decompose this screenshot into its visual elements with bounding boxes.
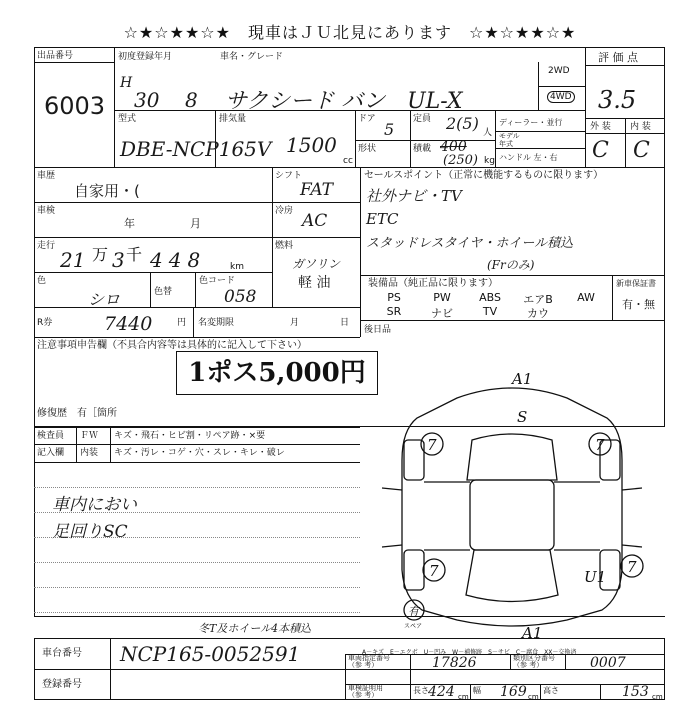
displacement-value: 1500 bbox=[286, 133, 337, 157]
mileage-man-unit: 万 bbox=[92, 245, 109, 264]
label-cm-1: cm bbox=[458, 693, 469, 701]
mileage-rest: 448 bbox=[150, 248, 207, 272]
label-first-registration: 初度登録年月 bbox=[118, 52, 173, 62]
equip-sr: SR bbox=[386, 305, 402, 318]
note-line-1: 車内におい bbox=[52, 495, 137, 515]
sales-point-2: ETC bbox=[366, 210, 399, 228]
mileage-thousand-unit: 千 bbox=[126, 245, 143, 264]
usage-value: 自家用・( bbox=[74, 182, 140, 200]
equip-airbag: エアB bbox=[523, 293, 553, 306]
warranty-options: 有・無 bbox=[622, 298, 655, 311]
label-exterior: 外 装 bbox=[590, 122, 611, 132]
label-person: 人 bbox=[483, 128, 493, 138]
label-kg: kg bbox=[484, 156, 495, 166]
label-2wd: 2WD bbox=[548, 66, 570, 76]
label-shape: 形状 bbox=[358, 144, 377, 154]
diag-rr: 7 bbox=[627, 558, 637, 576]
label-naiso: 内装 bbox=[80, 448, 99, 458]
fuel-gasoline: ガソリン bbox=[292, 257, 341, 271]
label-doors: ドア bbox=[358, 114, 376, 124]
diag-bottom: A1 bbox=[522, 624, 543, 640]
exterior-grade: C bbox=[592, 138, 609, 163]
label-cm-2: cm bbox=[528, 693, 539, 701]
fuel-diesel: 軽 油 bbox=[298, 275, 331, 291]
label-dealer: ディーラー・並行 bbox=[499, 118, 563, 127]
diag-top: A1 bbox=[512, 370, 533, 388]
lot-number: 6003 bbox=[44, 92, 106, 120]
shift-value: FAT bbox=[300, 180, 334, 200]
label-capacity: 定員 bbox=[413, 114, 432, 124]
equip-pw: PW bbox=[433, 291, 451, 304]
label-car-grade: 車名・グレード bbox=[220, 52, 284, 62]
label-cert-size: 車検証明用 （参 考） bbox=[348, 684, 383, 699]
label-name-change: 名変期限 bbox=[198, 318, 235, 328]
car-rear-glass bbox=[466, 550, 558, 602]
label-repair: 修復歴 有［箇所 bbox=[37, 408, 117, 419]
chassis-no-value: NCP165-0052591 bbox=[120, 642, 301, 666]
fw-items: キズ・飛石・ヒビ割・リペア跡・×要 bbox=[114, 431, 266, 441]
label-width: 幅 bbox=[473, 686, 481, 695]
label-day: 日 bbox=[340, 318, 350, 328]
recycle-value: 7440 bbox=[104, 313, 153, 335]
wheel-rl bbox=[404, 550, 424, 590]
note-line-3: 冬T及ホイール4本積込 bbox=[198, 622, 312, 635]
diag-spare-label: スペア bbox=[404, 623, 423, 630]
label-height: 高さ bbox=[543, 686, 559, 695]
naiso-items: キズ・汚レ・コゲ・穴・スレ・キレ・破レ bbox=[114, 448, 285, 458]
label-color-code: 色コード bbox=[199, 276, 236, 286]
sales-point-4: (Frのみ) bbox=[487, 258, 535, 272]
label-designation-no: 車両指定番号 （参 考） bbox=[348, 654, 390, 669]
label-category-no: 類別区分番号 （参 考） bbox=[513, 654, 555, 669]
label-model: 型式 bbox=[118, 114, 137, 124]
label-color: 色 bbox=[37, 276, 47, 286]
label-rear: 後日品 bbox=[364, 325, 392, 335]
label-year: 年 bbox=[124, 217, 135, 230]
label-yen: 円 bbox=[177, 318, 187, 328]
label-fw: ＦＷ bbox=[80, 431, 99, 441]
equip-aw: AW bbox=[577, 291, 595, 304]
label-handle: ハンドル 左・右 bbox=[499, 153, 558, 162]
model-value: DBE-NCP165V bbox=[120, 137, 272, 161]
car-name: サクシード バン UL-X bbox=[225, 89, 463, 114]
width-value: 169 bbox=[500, 684, 527, 700]
equip-ps: PS bbox=[387, 291, 401, 304]
diag-u1: U1 bbox=[584, 568, 607, 586]
sales-point-3: スタッドレスタイヤ・ホイール積込 bbox=[366, 236, 574, 251]
car-body-outline bbox=[402, 388, 622, 626]
diag-rl: 7 bbox=[429, 562, 439, 580]
doors-value: 5 bbox=[384, 120, 395, 139]
label-ac: 冷房 bbox=[275, 206, 294, 216]
color-value: シロ bbox=[88, 290, 121, 309]
height-value: 153 bbox=[622, 684, 649, 700]
label-sales-point: セールスポイント（正常に機能するものに限ります） bbox=[364, 170, 604, 181]
mileage-thousand: 3 bbox=[112, 248, 125, 272]
label-length: 長さ bbox=[413, 686, 429, 695]
label-equipment: 装備品（純正品に限ります） bbox=[368, 278, 498, 289]
length-value: 424 bbox=[428, 684, 455, 700]
label-fuel: 燃料 bbox=[275, 241, 294, 251]
car-roof bbox=[467, 434, 557, 480]
interior-grade: C bbox=[633, 138, 650, 163]
label-inspector: 検査員 bbox=[37, 431, 65, 441]
equip-navi: ナビ bbox=[431, 307, 453, 320]
equipment-grid bbox=[370, 291, 610, 319]
label-warranty: 新車保証書 bbox=[616, 279, 656, 288]
label-month: 月 bbox=[190, 217, 201, 230]
label-4wd: 4WD bbox=[547, 91, 575, 103]
note-line-2: 足回りSC bbox=[52, 522, 128, 542]
mileage-man: 21 bbox=[60, 248, 86, 272]
label-cc: cc bbox=[343, 156, 353, 166]
label-chassis-no: 車台番号 bbox=[42, 648, 82, 659]
sales-point-1: 社外ナビ・TV bbox=[366, 187, 462, 205]
damage-legend: A－キズ E－エクボ U－凹み W－補修跡 S－サビ C－腐食 XX－交換済 bbox=[362, 649, 577, 656]
label-reg-no: 登録番号 bbox=[42, 679, 82, 690]
ac-value: AC bbox=[302, 211, 328, 231]
era-year: H bbox=[120, 75, 133, 91]
car-damage-diagram bbox=[362, 370, 662, 640]
diag-fl: 7 bbox=[427, 436, 437, 454]
label-notes: 注意事項申告欄（不具合内容等は具体的に記入して下さい） bbox=[37, 340, 307, 351]
diag-fr: 7 bbox=[595, 436, 605, 454]
label-model-year: モデル 年式 bbox=[499, 132, 520, 148]
label-color-change: 色替 bbox=[154, 287, 173, 297]
designation-no-value: 17826 bbox=[432, 655, 477, 671]
reg-year: 30 bbox=[134, 88, 160, 112]
label-month-2: 月 bbox=[290, 318, 300, 328]
label-score: 評 価 点 bbox=[598, 51, 638, 64]
car-cabin bbox=[470, 480, 554, 550]
label-recycle: R券 bbox=[37, 318, 53, 328]
label-interior: 内 装 bbox=[630, 122, 651, 132]
banner: ☆★☆★★☆★ 現車はＪＵ北見にあります ☆★☆★★☆★ bbox=[123, 23, 577, 42]
diag-spare: 有 bbox=[408, 605, 419, 618]
equip-tv: TV bbox=[482, 305, 498, 318]
diag-roof: S bbox=[517, 408, 528, 426]
equip-abs: ABS bbox=[479, 291, 501, 304]
reg-month: 8 bbox=[185, 88, 198, 112]
equip-cow: カウ bbox=[527, 307, 549, 320]
label-shift: シフト bbox=[275, 171, 303, 181]
label-km: km bbox=[230, 262, 244, 272]
color-code-value: 058 bbox=[224, 287, 257, 307]
load-old-value: 400 bbox=[440, 139, 467, 155]
label-lot-no: 出品番号 bbox=[37, 51, 74, 61]
label-usage: 車歴 bbox=[37, 171, 56, 181]
label-mileage: 走行 bbox=[37, 241, 56, 251]
capacity-value: 2(5) bbox=[446, 114, 479, 133]
load-new-value: (250) bbox=[443, 153, 478, 168]
score-value: 3.5 bbox=[598, 86, 637, 114]
category-no-value: 0007 bbox=[590, 655, 626, 671]
label-inspection: 車検 bbox=[37, 206, 56, 216]
label-displacement: 排気量 bbox=[219, 114, 247, 124]
label-entry: 記入欄 bbox=[37, 448, 65, 458]
price-stamp: 1ポス5,000円 bbox=[176, 351, 378, 395]
label-load: 積載 bbox=[413, 144, 432, 154]
label-cm-3: cm bbox=[652, 693, 663, 701]
